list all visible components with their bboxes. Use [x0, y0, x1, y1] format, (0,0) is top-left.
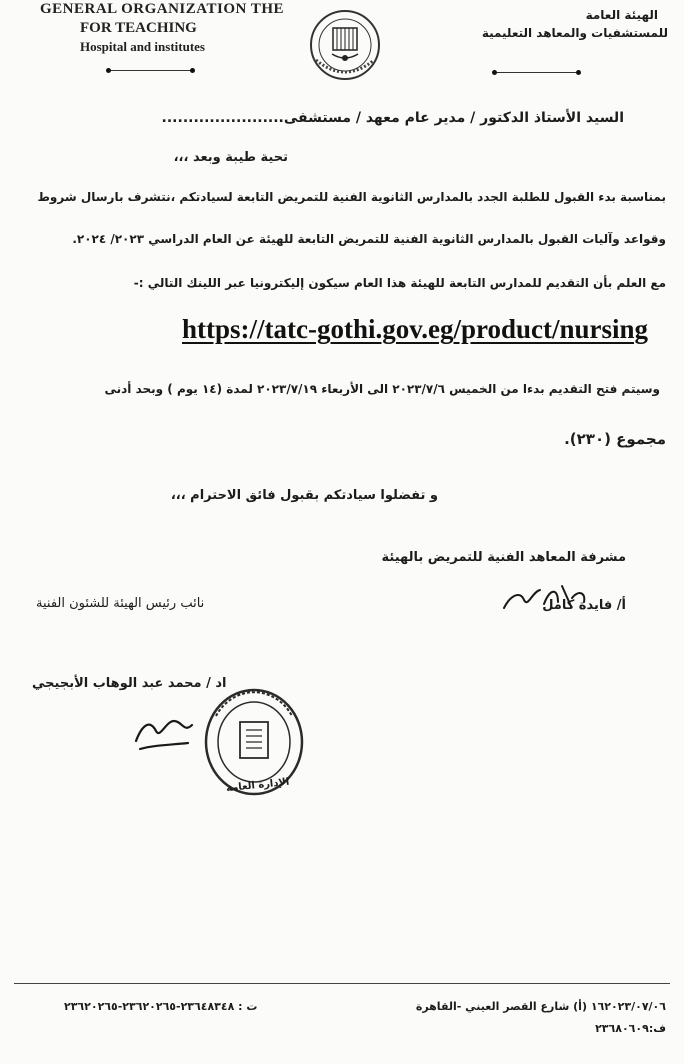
stamp-caption: الإدارة العامة	[225, 776, 290, 795]
header-ar-line2: للمستشفيات والمعاهد التعليمية	[481, 26, 668, 40]
organization-logo-icon	[306, 8, 384, 82]
header-right-dot-2	[576, 70, 581, 75]
header-left-divider	[108, 70, 194, 71]
footer-phone: ت : ٢٣٦٤٨٣٤٨-٢٣٦٢٠٢٦٥-٢٣٦٢٠٢٦٥	[64, 1000, 258, 1013]
header-en-line3: Hospital and institutes	[80, 39, 205, 54]
paragraph-1-line-2: وقواعد وآليات القبول بالمدارس الثانوية الفنية للتمريض التابعة للهيئة عن العام الدراسي ٢٠٢٣/ ٢٠٢٤.	[72, 232, 666, 246]
paragraph-1-line-1: بمناسبة بدء القبول للطلبة الجدد بالمدارس الثانوية الفنية للتمريض التابعة لسيادتكم ،نتشرف بارسال شروط	[37, 190, 666, 204]
paragraph-3-line-1: وسيتم فتح التقديم بدءا من الخميس ٢٠٢٣/٧/٦ الى الأربعاء ٢٠٢٣/٧/١٩ لمدة (١٤ يوم ) وبحد أدنى	[104, 382, 660, 396]
signature-right-title: مشرفة المعاهد الفنية للتمريض بالهيئة	[381, 550, 626, 565]
footer-address: ١٦٢٠٢٣/٠٧/٠٦ (أ) شارع القصر العيني -القاهرة	[415, 1000, 666, 1013]
header-en-line1: GENERAL ORGANIZATION THE	[40, 1, 284, 17]
closing: و تفضلوا سيادتكم بقبول فائق الاحترام ،،،	[170, 488, 438, 503]
header-right-divider	[494, 72, 580, 73]
header-ar-line1: الهيئة العامة	[585, 8, 658, 22]
greeting: تحية طيبة وبعد ،،،	[173, 150, 288, 165]
header-left-dot-2	[190, 68, 195, 73]
signature-left-name: اد / محمد عبد الوهاب الأبجيجي	[32, 676, 227, 691]
signature-left-title: نائب رئيس الهيئة للشئون الفنية	[36, 596, 205, 611]
signature-left-scribble-icon	[130, 705, 200, 755]
footer-fax: ف:٢٣٦٨٠٦٠٩	[595, 1022, 666, 1035]
header-right-dot-1	[492, 70, 497, 75]
signature-right-name: أ/ فايدة كامل	[542, 598, 626, 613]
salutation: السيد الأستاذ الدكتور / مدير عام معهد / مستشفى.......................	[161, 110, 624, 126]
paragraph-3-line-2: مجموع (٢٣٠).	[564, 430, 666, 448]
paragraph-2: مع العلم بأن التقديم للمدارس التابعة للهيئة هذا العام سيكون إليكترونيا عبر اللينك التالي :-	[133, 276, 666, 290]
footer-divider	[14, 983, 670, 984]
header-en-line2: FOR TEACHING	[80, 20, 197, 36]
header-left-dot-1	[106, 68, 111, 73]
application-link[interactable]: https://tatc-gothi.gov.eg/product/nursing	[182, 314, 649, 344]
